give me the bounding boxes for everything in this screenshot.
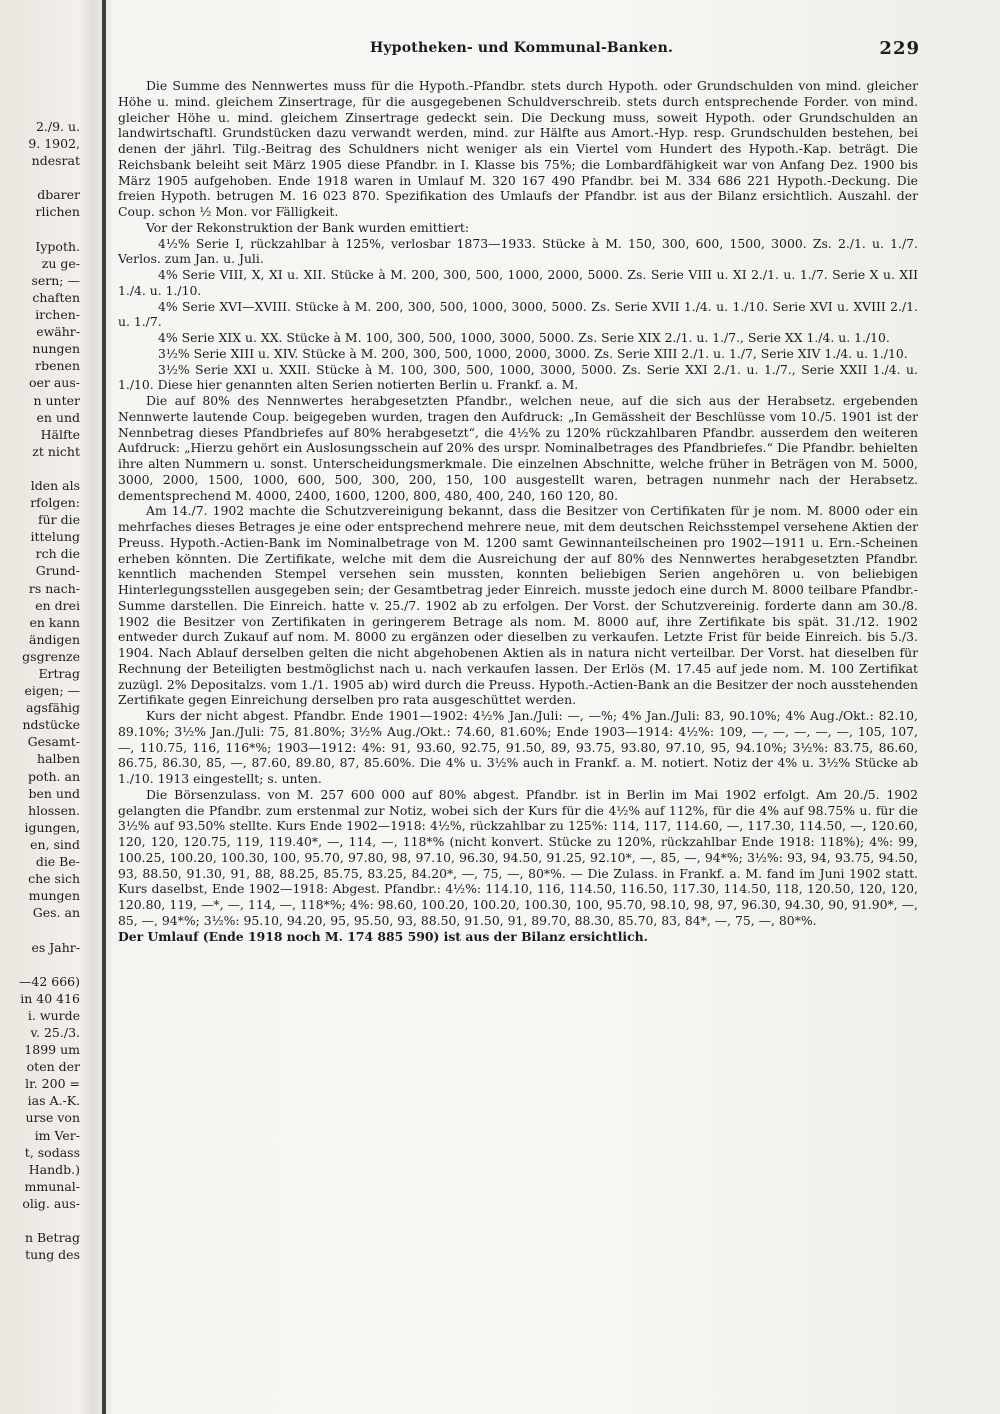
paragraph-exchange-admission: Die Börsenzulass. von M. 257 600 000 auf 80% abgest. Pfandbr. ist in Berlin im Mai 1902 erfolgt. Am 20./5. 1902 gelangten die Pfandbr. zum erstenmal zur Notiz, wobei sich der Kurs für die 4½% auf 112%, für die 4% auf 98.75% u. für die 3½% auf 93.50% stellte. Kurs Ende 1902—1918: 4½%, rückzahlbar zu 125%: 114, 117, 114.60, —, 117.30, 114.50, —, 120.60, 120, 120, 120.75, 119, 119.40*, —, 114, —, 118*% (nicht konvert. Stücke zu 120%, rückzahlbar Ende 1918: 118%); 4%: 99, 100.25, 100.20, 100.30, 100, 95.70, 97.80, 98, 97.10, 96.30, 94.50, 91.25, 92.10*, —, 85, —, 94*%; 3½%: 93, 94, 93.75, 94.50, 93, 88.50, 91.30, 91, 88, 88.25, 85.75, 83.25, 84.20*, —, 75, —, 80*%. — Die Zulass. in Frankf. a. M. fand im Juni 1902 statt. Kurs daselbst, Ende 1902—1918: Abgest. Pfandbr.: 4½%: 114.10, 116, 114.50, 116.50, 117.30, 114.50, 118, 120.50, 120, 120, 120.80, 119, —*, —, 114, —, 118*%; 4%: 98.60, 100.20, 100.20, 100.30, 100, 95.70, 98.10, 98, 97, 96.30, 94.30, 90, 91.90*, —, 85, —, 94*%; 3½%: 95.10, 94.20, 95, 95.50, 93, 88.50, 91.50, 91, 89.70, 88.30, 85.70, 83, 84*, —, 75, —, 80*%.: [118, 786, 918, 928]
series-lead: 4% Serie VIII, X, XI u. XII. Stücke à M. 200, 300, 500, 1000, 2000, 5000. Zs. Serie: [158, 267, 684, 282]
margin-fragment-line: im Ver-: [34, 1127, 80, 1143]
margin-fragment-line: [0, 169, 80, 186]
margin-fragment-line: urse von: [25, 1110, 80, 1126]
margin-fragment-line: gsgrenze: [22, 648, 80, 664]
margin-fragment-line: mungen: [28, 888, 80, 904]
margin-fragment-line: mmunal-: [24, 1178, 80, 1194]
margin-fragment-line: Grund-: [35, 563, 80, 579]
margin-fragment-line: ndesrat: [31, 153, 80, 169]
margin-fragment-line: hlossen.: [28, 802, 80, 818]
margin-fragment-line: poth. an: [27, 768, 80, 784]
previous-page-margin-fragments: [0, 118, 80, 1263]
margin-fragment-line: rlichen: [35, 204, 80, 220]
series-rest: 2./1. u. 1./7, Serie XIV 1./4. u. 1./10.: [681, 345, 908, 361]
margin-fragment-line: 1899 um: [24, 1042, 80, 1058]
margin-fragment-line: dbarer: [37, 187, 80, 203]
main-text-column: [118, 78, 918, 944]
paragraph-reduced-nominal-value: Die auf 80% des Nennwertes herabgesetzten Pfandbr., welchen neue, auf die sich aus der Herabsetz. ergebenden Nennwerte lautende Coup. beigegeben wurden, tragen den Aufdruck: „In Gemässheit der Beschlüsse vom 10./5. 1901 ist der Nennbetrag dieses Pfandbriefes auf 80% herabgesetzt“, die 4½% zu 120% rückzahlbaren Pfandbr. ausserdem den weiteren Aufdruck: „Hierzu gehört ein Auslosungsschein auf 20% des urspr. Nominalbetrages des Pfandbriefes.“ Die Pfandbr. behielten ihre alten Nummern u. sonst. Unterscheidungsmerkmale. Die einzelnen Abschnitte, welche früher in Beträgen von M. 5000, 3000, 2000, 1500, 1000, 600, 500, 300, 200, 150, 100 ausgestellt waren, betragen nunmehr nach der Herabsetz. dementsprechend M. 4000, 2400, 1600, 1200, 800, 480, 400, 240, 160 120, 80.: [118, 393, 918, 503]
margin-fragment-line: oer aus-: [28, 375, 80, 391]
margin-fragment-line: es Jahr-: [31, 939, 80, 955]
series-entry: [118, 267, 918, 299]
margin-fragment-line: i. wurde: [27, 1007, 80, 1023]
margin-fragment-line: t, sodass: [24, 1144, 80, 1160]
running-title: Hypotheken- und Kommunal-Banken.: [370, 40, 674, 56]
margin-fragment-line: [0, 921, 80, 938]
series-rest: 1./4. u. 1./10. Serie XVI u. XVIII 2./1. u. 1./7.: [118, 298, 918, 330]
book-gutter-line: [102, 0, 106, 1414]
margin-fragment-line: Hälfte: [40, 426, 80, 442]
margin-fragment-line: ändigen: [29, 631, 80, 647]
margin-fragment-line: für die: [37, 512, 80, 528]
margin-fragment-line: 9. 1902,: [28, 136, 80, 152]
series-rest: 1500, 3000. Zs. 2./1. u. 1./7. Verlos. zum Jan. u. Juli.: [118, 235, 918, 267]
margin-fragment-line: n Betrag: [24, 1230, 80, 1246]
series-lead: 4% Serie XVI—XVIII. Stücke à M. 200, 300, 500, 1000, 3000, 5000. Zs. Serie XVII: [158, 298, 680, 314]
series-entry: [118, 346, 918, 362]
margin-fragment-line: oten der: [26, 1059, 80, 1075]
paragraph-price-unstamped: Kurs der nicht abgest. Pfandbr. Ende 1901—1902: 4½% Jan./Juli: —, —%; 4% Jan./Juli: 83, 90.10%; 4% Aug./Okt.: 82.10, 89.10%; 3½% Jan./Juli: 75, 81.80%; 3½% Aug./Okt.: 74.60, 81.60%; Ende 1903—1914: 4½%: 109, —, —, —, —, —, 105, 107, —, 110.75, 116, 116*%; 1903—1912: 4%: 91, 93.60, 92.75, 91.50, 89, 93.75, 93.80, 97.10, 95, 94.10%; 3½%: 83.75, 86.60, 86.75, 86.30, 85, —, 87.60, 89.80, 87, 85.60%. Die 4% u. 3½% auch in Frankf. a. M. notiert. Notiz der 4% u. 3½% Stücke ab 1./10. 1913 eingestellt; s. unten.: [118, 708, 918, 786]
margin-fragment-line: 2./9. u.: [35, 119, 80, 134]
margin-fragment-line: ewähr-: [36, 324, 80, 340]
page-header: [120, 34, 920, 64]
series-entry: [118, 330, 918, 346]
margin-fragment-line: tung des: [25, 1247, 80, 1263]
margin-fragment-line: lr. 200 =: [25, 1076, 80, 1092]
margin-fragment-line: chaften: [32, 289, 80, 305]
paragraph-circulation-note: Der Umlauf (Ende 1918 noch M. 174 885 590) ist aus der Bilanz ersichtlich.: [118, 928, 648, 944]
series-lead: 4% Serie XIX u. XX. Stücke à M. 100, 300, 500, 1000, 3000, 5000. Zs. Serie XIX 2./1.: [158, 330, 693, 345]
margin-fragment-line: en und: [36, 409, 80, 425]
margin-fragment-line: eigen; —: [24, 683, 80, 699]
series-entry: [118, 299, 918, 331]
margin-fragment-line: en, sind: [30, 836, 80, 852]
series-rest: VIII u. XI 2./1. u. 1./7. Serie X u. XII 1./4. u. 1./10.: [118, 267, 918, 298]
margin-fragment-line: ittelung: [30, 529, 80, 545]
margin-fragment-line: halben: [37, 751, 80, 767]
paragraph-emission-intro: Vor der Rekonstruktion der Bank wurden emittiert:: [146, 219, 470, 235]
margin-fragment-line: Handb.): [28, 1161, 80, 1177]
margin-fragment-line: igungen,: [24, 819, 80, 835]
margin-fragment-line: ndstücke: [22, 717, 80, 733]
margin-fragment-line: en kann: [29, 614, 80, 630]
margin-fragment-line: zu ge-: [41, 255, 80, 271]
margin-fragment-line: in 40 416: [20, 990, 80, 1006]
margin-fragment-line: die Be-: [35, 854, 80, 870]
margin-fragment-line: Ges. an: [32, 905, 80, 921]
margin-fragment-line: n unter: [33, 392, 80, 408]
margin-fragment-line: [0, 460, 80, 477]
margin-fragment-line: rfolgen:: [30, 495, 80, 511]
margin-fragment-line: agsfähig: [26, 700, 80, 716]
series-entry: [118, 236, 918, 268]
margin-fragment-line: lden als: [30, 477, 80, 493]
margin-fragment-line: ben und: [28, 785, 80, 801]
margin-fragment-line: ias A.-K.: [27, 1093, 80, 1109]
series-lead: 3½% Serie XIII u. XIV. Stücke à M. 200, 300, 500, 1000, 2000, 3000. Zs. Serie XIII: [158, 345, 678, 361]
margin-fragment-line: Gesamt-: [27, 734, 80, 750]
margin-fragment-line: [0, 1212, 80, 1229]
book-gutter-shadow: [80, 0, 112, 1414]
margin-fragment-line: —42 666): [18, 973, 80, 989]
margin-fragment-line: Iypoth.: [35, 238, 80, 254]
series-rest: 2./1. u. 1./7., Serie XXII 1./4. u. 1./10. Diese hier genannten alten Serien notierten Berlin u. Frankf. a. M.: [118, 361, 918, 393]
margin-fragment-line: v. 25./3.: [30, 1024, 80, 1040]
margin-fragment-line: [0, 221, 80, 238]
margin-fragment-line: irchen-: [35, 307, 80, 323]
margin-fragment-line: en drei: [35, 597, 80, 613]
series-entry: [118, 362, 918, 394]
margin-fragment-line: Ertrag: [38, 666, 80, 681]
margin-fragment-line: rbenen: [35, 358, 80, 374]
margin-fragment-line: nungen: [32, 341, 80, 357]
margin-fragment-line: [0, 956, 80, 973]
margin-fragment-line: sern; —: [31, 272, 80, 288]
page-number: 229: [879, 38, 920, 59]
series-lead: 4½% Serie I, rückzahlbar à 125%, verlosbar 1873—1933. Stücke à M. 150, 300, 600,: [158, 235, 724, 251]
margin-fragment-line: rch die: [35, 546, 80, 562]
paragraph-coverage-rules: Die Summe des Nennwertes muss für die Hypoth.-Pfandbr. stets durch Hypoth. oder Grundschulden von mind. gleicher Höhe u. mind. gleichem Zinsertrage, für die ausgegebenen Schuldverschreib. stets durch entsprechende Forder. von mind. gleicher Höhe u. mind. gleichem Zinsertrage gedeckt sein. Die Deckung muss, soweit Hypoth. oder Grundschulden an landwirtschaftl. Grundstücken dazu verwandt werden, mind. zur Hälfte aus Amort.-Hyp. resp. Grundschulden bestehen, bei denen der jährl. Tilg.-Beitrag des Schuldners nicht weniger als ein Viertel vom Hundert des Hypoth.-Kap. beträgt. Die Reichsbank beleiht seit März 1905 diese Pfandbr. in I. Klasse bis 75%; die Lombardfähigkeit war von Anfang Dez. 1900 bis März 1905 aufgehoben. Ende 1918 waren in Umlauf M. 320 167 490 Pfandbr. bei M. 334 686 221 Hypoth.-Deckung. Die freien Hypoth. betrugen M. 16 023 870. Spezifikation des Umlaufs der Pfandbr. ist aus der Bilanz ersichtlich. Auszahl. der Coup. schon ½ Mon. vor Fälligkeit.: [118, 78, 918, 219]
margin-fragment-line: rs nach-: [28, 580, 80, 596]
paragraph-schutzvereinigung: Am 14./7. 1902 machte die Schutzvereinigung bekannt, dass die Besitzer von Certifikaten für je nom. M. 8000 oder ein mehrfaches dieses Betrages je eine oder entsprechend mehrere neue, mit dem deutschen Reichsstempel versehene Aktien der Preuss. Hypoth.-Actien-Bank im Nominalbetrage von M. 1200 samt Gewinnanteilscheinen pro 1902—1911 u. Ern.-Scheinen erheben könnten. Die Zertifikate, welche mit dem die Ausreichung der auf 80% des Nennwertes herabgesetzten Pfandbr. kenntlich machenden Stempel versehen sein mussten, konnten beliebigen Serien angehören u. von beliebigen Hinterlegungsstellen ausgegeben sein; der Gesamtbetrag jeder Einreich. musste jedoch eine durch M. 8000 teilbare Pfandbr.-Summe darstellen. Die Einreich. hatte v. 25./7. 1902 ab zu erfolgen. Der Vorst. der Schutzvereinig. forderte dann am 30./8. 1902 die Besitzer von Zertifikaten in geringerem Betrage als nom. M. 8000 auf, ihre Zertifikate bis spät. 31./12. 1902 entweder durch Zukauf auf nom. M. 8000 zu ergänzen oder dieselben zu verkaufen. Letzte Frist für beide Einreich. bis 5./3. 1904. Nach Ablauf derselben gelten die nicht abgehobenen Aktien als in natura nicht verteilbar. Der Vorst. hat dieselben für Rechnung der Beteiligten bestmöglichst nach u. nach verkaufen lassen. Der Erlös (M. 17.45 auf jede nom. M. 100 Zertifikat zuzügl. 2% Depositalzs. vom 1./1. 1905 ab) wird durch die Preuss. Hypoth.-Actien-Bank an die Besitzer der noch ausstehenden Zertifikate gegen Einreichung derselben pro rata ausgeschüttet werden.: [118, 503, 918, 708]
margin-fragment-line: che sich: [28, 871, 80, 887]
series-lead: 3½% Serie XXI u. XXII. Stücke à M. 100, 300, 500, 1000, 3000, 5000. Zs. Serie XXI: [158, 361, 708, 377]
margin-fragment-line: zt nicht: [32, 443, 80, 459]
series-rest: u. 1./7., Serie XX 1./4. u. 1./10.: [696, 330, 890, 345]
margin-fragment-line: olig. aus-: [22, 1195, 80, 1211]
